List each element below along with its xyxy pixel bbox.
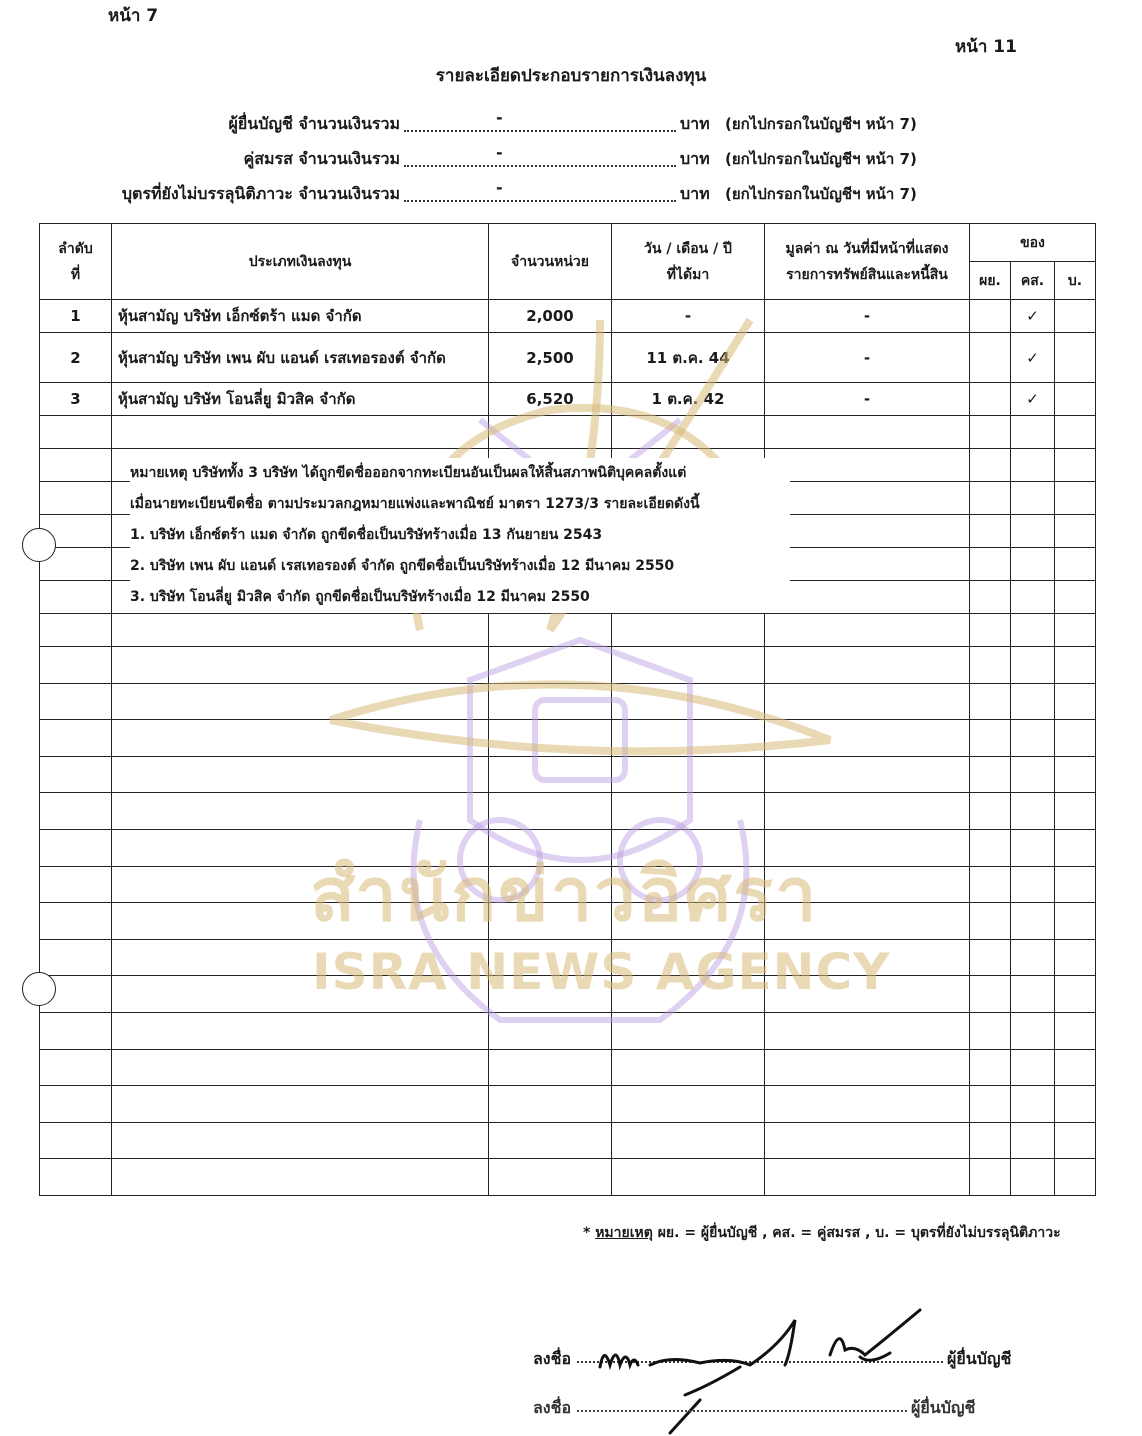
blank-cell (489, 1049, 612, 1086)
header-owner: ของ (970, 224, 1096, 262)
blank-cell (1011, 1012, 1055, 1049)
blank-cell (765, 548, 970, 581)
watermark-english: ISRA NEWS AGENCY (312, 943, 891, 1001)
blank-cell (765, 720, 970, 757)
blank-cell (112, 1012, 489, 1049)
blank-cell (612, 720, 765, 757)
blank-cell (970, 756, 1011, 793)
blank-cell (612, 416, 765, 449)
blank-cell (40, 581, 112, 614)
blank-cell (612, 683, 765, 720)
table-row (40, 383, 1096, 416)
blank-cell (765, 647, 970, 684)
blank-cell (765, 449, 970, 482)
blank-cell (40, 647, 112, 684)
blank-cell (612, 756, 765, 793)
header-seq: ลำดับ ที่ (40, 224, 112, 300)
blank-cell (1011, 976, 1055, 1013)
blank-cell (1011, 939, 1055, 976)
blank-row (40, 1159, 1096, 1196)
blank-cell (970, 793, 1011, 830)
blank-cell (1055, 482, 1096, 515)
remarks-line: 1. บริษัท เอ็กซ์ตร้า แมด จำกัด ถูกขีดชื่อเป็นบริษัทร้างเมื่อ 13 กันยายน 2543 (130, 527, 603, 543)
footnote: * หมายเหตุ ผย. = ผู้ยื่นบัญชี , คส. = คู่สมรส , บ. = บุตรที่ยังไม่บรรลุนิติภาวะ (583, 1225, 1061, 1241)
blank-cell (489, 1012, 612, 1049)
blank-cell (765, 1086, 970, 1123)
cell-value: - (765, 383, 970, 416)
blank-cell (489, 416, 612, 449)
cell-type: หุ้นสามัญ บริษัท โอนลี่ยู มิวสิค จำกัด (112, 383, 489, 416)
blank-cell (112, 683, 489, 720)
cell-child (1055, 383, 1096, 416)
blank-cell (489, 793, 612, 830)
blank-cell (970, 976, 1011, 1013)
cell-date: - (612, 300, 765, 333)
blank-cell (40, 1122, 112, 1159)
blank-cell (489, 756, 612, 793)
blank-cell (970, 1012, 1011, 1049)
dotted-line (577, 1410, 907, 1412)
blank-cell (765, 581, 970, 614)
blank-cell (765, 482, 970, 515)
signature-line-2 (533, 1396, 976, 1421)
sign-label: ลงชื่อ (533, 1349, 572, 1368)
cell-value: - (765, 300, 970, 333)
blank-cell (970, 1122, 1011, 1159)
blank-cell (40, 829, 112, 866)
blank-cell (1011, 683, 1055, 720)
blank-row (40, 614, 1096, 647)
blank-row (40, 416, 1096, 449)
blank-cell (1011, 449, 1055, 482)
blank-cell (1011, 756, 1055, 793)
blank-cell (40, 939, 112, 976)
blank-cell (1011, 515, 1055, 548)
blank-row (40, 793, 1096, 830)
blank-cell (489, 614, 612, 647)
blank-cell (612, 614, 765, 647)
blank-cell (765, 614, 970, 647)
blank-cell (1055, 829, 1096, 866)
blank-cell (765, 683, 970, 720)
blank-cell (1055, 976, 1096, 1013)
blank-cell (970, 683, 1011, 720)
cell-seq: 3 (40, 383, 112, 416)
page-number: หน้า 11 (955, 37, 1017, 57)
blank-row (40, 756, 1096, 793)
blank-cell (1055, 793, 1096, 830)
cell-type: หุ้นสามัญ บริษัท เอ็กซ์ตร้า แมด จำกัด (112, 300, 489, 333)
blank-cell (970, 1049, 1011, 1086)
blank-cell (40, 1159, 112, 1196)
cell-self (970, 383, 1011, 416)
blank-cell (1011, 866, 1055, 903)
blank-cell (970, 548, 1011, 581)
blank-cell (40, 449, 112, 482)
blank-cell (1011, 1122, 1055, 1159)
remarks-line: เมื่อนายทะเบียนขีดชื่อ ตามประมวลกฎหมายแพ่งและพาณิชย์ มาตรา 1273/3 รายละเอียดดังนี้ (130, 496, 700, 512)
summary-value: - (496, 178, 503, 197)
blank-row (40, 1122, 1096, 1159)
blank-cell (1011, 1049, 1055, 1086)
check-icon: ✓ (1011, 383, 1055, 416)
blank-cell (970, 1086, 1011, 1123)
blank-cell (970, 416, 1011, 449)
blank-cell (1011, 1086, 1055, 1123)
cell-self (970, 300, 1011, 333)
blank-cell (970, 515, 1011, 548)
blank-cell (765, 1049, 970, 1086)
punch-hole (22, 528, 56, 562)
blank-cell (1055, 720, 1096, 757)
summary-value: - (496, 108, 503, 127)
summary-label: คู่สมรส จำนวนเงินรวม (243, 149, 400, 168)
blank-cell (112, 1049, 489, 1086)
cell-self (970, 333, 1011, 383)
blank-cell (970, 866, 1011, 903)
blank-row (40, 1049, 1096, 1086)
summary-unit: บาท (680, 149, 710, 168)
blank-cell (112, 756, 489, 793)
summary-unit: บาท (680, 114, 710, 133)
blank-cell (1011, 720, 1055, 757)
blank-cell (612, 1012, 765, 1049)
blank-cell (1011, 482, 1055, 515)
blank-cell (112, 416, 489, 449)
blank-cell (1055, 647, 1096, 684)
blank-cell (765, 1012, 970, 1049)
summary-label: ผู้ยื่นบัญชี จำนวนเงินรวม (228, 114, 400, 133)
blank-cell (40, 866, 112, 903)
cell-child (1055, 333, 1096, 383)
blank-cell (112, 1122, 489, 1159)
blank-cell (112, 793, 489, 830)
dotted-line (404, 184, 676, 202)
sign-role-2: ผู้ยื่นบัญชี (911, 1398, 976, 1417)
blank-cell (40, 1049, 112, 1086)
blank-cell (489, 1086, 612, 1123)
handwritten-signature (590, 1305, 930, 1435)
blank-cell (489, 1159, 612, 1196)
blank-cell (1055, 1049, 1096, 1086)
blank-cell (1055, 939, 1096, 976)
summary-row-spouse (0, 143, 1142, 169)
cell-units: 2,000 (489, 300, 612, 333)
blank-cell (1055, 416, 1096, 449)
blank-cell (612, 647, 765, 684)
blank-cell (40, 1086, 112, 1123)
summary-note: (ยกไปกรอกในบัญชีฯ หน้า 7) (725, 115, 917, 133)
cell-seq: 1 (40, 300, 112, 333)
blank-cell (612, 1086, 765, 1123)
blank-cell (112, 720, 489, 757)
blank-cell (970, 614, 1011, 647)
blank-cell (1055, 1159, 1096, 1196)
blank-cell (970, 647, 1011, 684)
blank-cell (612, 1159, 765, 1196)
blank-cell (970, 720, 1011, 757)
cell-date: 11 ต.ค. 44 (612, 333, 765, 383)
blank-cell (1055, 1122, 1096, 1159)
blank-cell (765, 416, 970, 449)
blank-cell (970, 581, 1011, 614)
check-icon: ✓ (1011, 333, 1055, 383)
blank-cell (1055, 1012, 1096, 1049)
blank-cell (1011, 416, 1055, 449)
blank-cell (612, 1122, 765, 1159)
cell-units: 6,520 (489, 383, 612, 416)
blank-cell (1011, 1159, 1055, 1196)
document-title: รายละเอียดประกอบรายการเงินลงทุน (435, 66, 707, 86)
remarks-block (130, 458, 790, 613)
blank-cell (612, 793, 765, 830)
blank-cell (489, 683, 612, 720)
blank-cell (489, 720, 612, 757)
sign-role: ผู้ยื่นบัญชี (947, 1349, 1012, 1368)
blank-row (40, 1086, 1096, 1123)
blank-row (40, 1012, 1096, 1049)
blank-cell (489, 647, 612, 684)
blank-cell (970, 482, 1011, 515)
header-units: จำนวนหน่วย (489, 224, 612, 300)
cell-date: 1 ต.ค. 42 (612, 383, 765, 416)
cell-type: หุ้นสามัญ บริษัท เพน ผับ แอนด์ เรสเทอรองต์ จำกัด (112, 333, 489, 383)
blank-cell (1055, 756, 1096, 793)
blank-cell (1011, 548, 1055, 581)
blank-cell (1055, 449, 1096, 482)
blank-cell (970, 829, 1011, 866)
blank-cell (765, 515, 970, 548)
blank-cell (40, 416, 112, 449)
blank-row (40, 683, 1096, 720)
cell-value: - (765, 333, 970, 383)
blank-cell (765, 793, 970, 830)
corner-page-label: หน้า 7 (108, 6, 159, 26)
blank-cell (970, 939, 1011, 976)
blank-cell (1011, 793, 1055, 830)
sign-label-2: ลงชื่อ (533, 1398, 572, 1417)
blank-cell (489, 1122, 612, 1159)
header-owner-child: บ. (1055, 262, 1096, 300)
blank-cell (970, 1159, 1011, 1196)
blank-cell (1011, 903, 1055, 940)
blank-cell (1055, 683, 1096, 720)
blank-cell (1055, 614, 1096, 647)
remarks-line: หมายเหตุ บริษัททั้ง 3 บริษัท ได้ถูกขีดชื่อออกจากทะเบียนอันเป็นผลให้สิ้นสภาพนิติบุคคลตั้งแต่ (130, 465, 687, 481)
blank-cell (112, 1086, 489, 1123)
signature-line (533, 1347, 1012, 1372)
header-date: วัน / เดือน / ปี ที่ได้มา (612, 224, 765, 300)
blank-cell (1055, 581, 1096, 614)
header-value: มูลค่า ณ วันที่มีหน้าที่แสดง รายการทรัพย์สินและหนี้สิน (765, 224, 970, 300)
dotted-line (404, 149, 676, 167)
summary-row-child (0, 178, 1142, 204)
blank-row (40, 720, 1096, 757)
cell-seq: 2 (40, 333, 112, 383)
blank-cell (40, 1012, 112, 1049)
blank-cell (112, 614, 489, 647)
blank-cell (1011, 829, 1055, 866)
blank-cell (1011, 647, 1055, 684)
table-row (40, 300, 1096, 333)
blank-cell (612, 1049, 765, 1086)
cell-units: 2,500 (489, 333, 612, 383)
summary-note: (ยกไปกรอกในบัญชีฯ หน้า 7) (725, 150, 917, 168)
remarks-line: 2. บริษัท เพน ผับ แอนด์ เรสเทอรองต์ จำกัด ถูกขีดชื่อเป็นบริษัทร้างเมื่อ 12 มีนาคม 2550 (130, 558, 675, 574)
summary-label: บุตรที่ยังไม่บรรลุนิติภาวะ จำนวนเงินรวม (121, 184, 400, 203)
blank-cell (112, 647, 489, 684)
summary-value: - (496, 143, 503, 162)
investment-table (39, 223, 1096, 1196)
summary-note: (ยกไปกรอกในบัญชีฯ หน้า 7) (725, 185, 917, 203)
remarks-line: 3. บริษัท โอนลี่ยู มิวสิค จำกัด ถูกขีดชื่อเป็นบริษัทร้างเมื่อ 12 มีนาคม 2550 (130, 589, 590, 605)
blank-cell (40, 720, 112, 757)
blank-cell (970, 449, 1011, 482)
blank-cell (1055, 866, 1096, 903)
blank-cell (40, 903, 112, 940)
dotted-line (404, 114, 676, 132)
blank-cell (40, 614, 112, 647)
blank-cell (1055, 1086, 1096, 1123)
blank-cell (40, 793, 112, 830)
summary-row-filer (0, 108, 1142, 134)
blank-cell (40, 756, 112, 793)
watermark-thai: สำนักข่าวอิศรา (310, 852, 819, 938)
blank-cell (1011, 614, 1055, 647)
header-owner-spouse: คส. (1011, 262, 1055, 300)
check-icon: ✓ (1011, 300, 1055, 333)
blank-cell (1055, 548, 1096, 581)
blank-cell (765, 1159, 970, 1196)
blank-cell (765, 756, 970, 793)
header-owner-self: ผย. (970, 262, 1011, 300)
header-type: ประเภทเงินลงทุน (112, 224, 489, 300)
blank-cell (112, 1159, 489, 1196)
blank-cell (765, 1122, 970, 1159)
blank-cell (1055, 903, 1096, 940)
punch-hole (22, 972, 56, 1006)
blank-cell (1011, 581, 1055, 614)
table-row (40, 333, 1096, 383)
blank-row (40, 647, 1096, 684)
cell-child (1055, 300, 1096, 333)
blank-cell (40, 683, 112, 720)
blank-cell (1055, 515, 1096, 548)
blank-cell (40, 482, 112, 515)
blank-cell (970, 903, 1011, 940)
summary-unit: บาท (680, 184, 710, 203)
